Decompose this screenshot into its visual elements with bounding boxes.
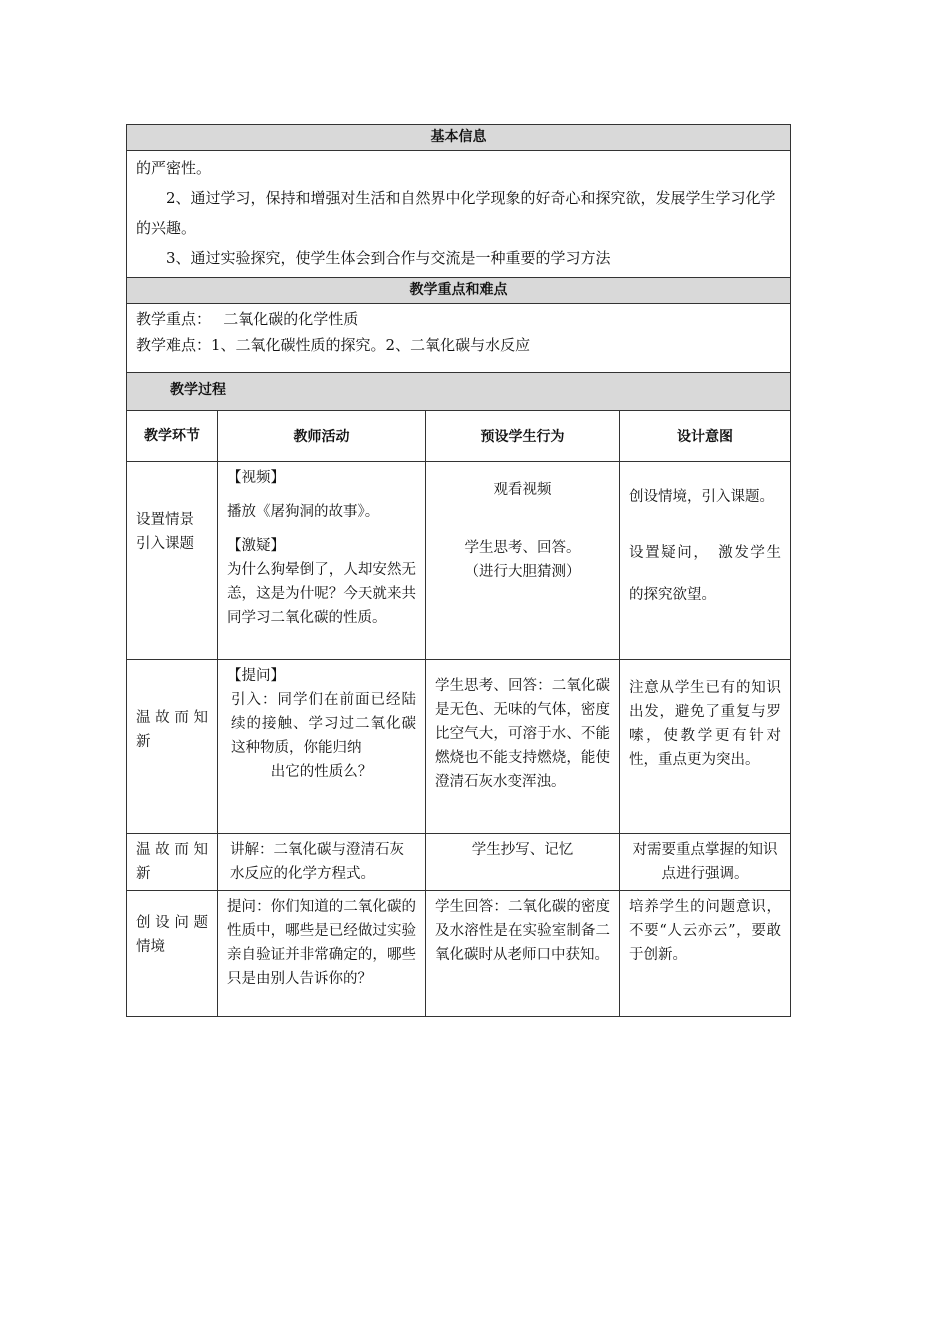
column-header-student: 预设学生行为 (426, 411, 620, 462)
column-header-stage (127, 411, 218, 462)
document-page (126, 124, 790, 1017)
stage-label: 温故而知新 (136, 710, 208, 750)
teacher-tag: 【提问】 (227, 668, 285, 684)
basic-info-line: 2、通过学习，保持和增强对生活和自然界中化学现象的好奇心和探究欲，发展学生学习化学的兴趣。 (136, 189, 776, 237)
student-text: 学生思考、回答。 (464, 540, 581, 556)
table-row (127, 891, 791, 1017)
teacher-text: 提问：你们知道的二氧化碳的性质中，哪些是已经做过实验亲自验证并非常确定的，哪些只是由别人告诉你的？ (227, 899, 416, 987)
basic-info-heading: 基本信息 (127, 125, 791, 151)
key-point: 教学重点： 二氧化碳的化学性质 (136, 310, 359, 328)
intent-cell (620, 834, 791, 891)
stage-label: 温故而知新 (136, 842, 208, 882)
teacher-tag: 【激疑】 (227, 538, 285, 554)
intent-cell (620, 891, 791, 1017)
intent-cell (620, 462, 791, 660)
table-row (127, 462, 791, 660)
stage-label: 设置情景引入课题 (136, 512, 194, 552)
student-cell (426, 660, 620, 834)
teacher-text: 讲解：二氧化碳与澄清石灰水反应的化学方程式。 (230, 842, 404, 882)
teacher-cell (218, 462, 426, 660)
stage-cell (127, 660, 218, 834)
difficulty: 教学难点：1、二氧化碳性质的探究。2、二氧化碳与水反应 (136, 336, 531, 354)
teacher-cell (218, 834, 426, 891)
student-text: 观看视频 (493, 482, 552, 498)
student-text: 学生抄写、记忆 (471, 842, 574, 858)
intent-text: 创设情境，引入课题。 (629, 489, 774, 505)
column-header-teacher: 教师活动 (218, 411, 426, 462)
student-cell (426, 462, 620, 660)
intent-text: 对需要重点掌握的知识点进行强调。 (632, 842, 778, 882)
intent-cell (620, 660, 791, 834)
teacher-text: 出它的性质么？ (270, 764, 373, 780)
focus-heading: 教学重点和难点 (127, 278, 791, 304)
student-text: 学生回答：二氧化碳的密度及水溶性是在实验室制备二氧化碳时从老师口中获知。 (435, 899, 610, 963)
student-text: 学生思考、回答：二氧化碳是无色、无味的气体，密度比空气大，可溶于水、不能燃烧也不能支持燃烧，能使澄清石灰水变浑浊。 (435, 678, 610, 790)
stage-cell (127, 462, 218, 660)
table-row (127, 660, 791, 834)
teacher-text: 播放《屠狗洞的故事》。 (227, 504, 380, 520)
basic-info-line: 的严密性。 (136, 159, 212, 177)
teacher-text: 为什么狗晕倒了，人却安然无恙，这是为什呢？今天就来共同学习二氧化碳的性质。 (227, 562, 416, 626)
teacher-text: 引入：同学们在前面已经陆续的接触、学习过二氧化碳这种物质，你能归纳 (231, 692, 416, 756)
student-cell (426, 891, 620, 1017)
table-row (127, 834, 791, 891)
teacher-cell (218, 660, 426, 834)
intent-text: 设置疑问， 激发学生的探究欲望。 (629, 545, 781, 603)
teacher-tag: 【视频】 (227, 470, 285, 486)
column-header-intent: 设计意图 (620, 411, 791, 462)
student-text: （进行大胆猜测） (464, 564, 581, 580)
column-header-label: 教学环节 (144, 428, 200, 444)
lesson-plan-table (126, 124, 791, 1017)
basic-info-line: 3、通过实验探究，使学生体会到合作与交流是一种重要的学习方法 (166, 249, 611, 267)
basic-info-body (127, 151, 791, 278)
student-cell (426, 834, 620, 891)
stage-cell (127, 891, 218, 1017)
intent-text: 培养学生的问题意识，不要“人云亦云”，要敢于创新。 (629, 899, 781, 963)
focus-body (127, 304, 791, 373)
process-heading: 教学过程 (127, 373, 791, 411)
intent-text: 注意从学生已有的知识出发，避免了重复与罗嗦，使教学更有针对性，重点更为突出。 (629, 680, 781, 768)
teacher-cell (218, 891, 426, 1017)
stage-label: 创设问题情境 (136, 915, 208, 955)
stage-cell (127, 834, 218, 891)
